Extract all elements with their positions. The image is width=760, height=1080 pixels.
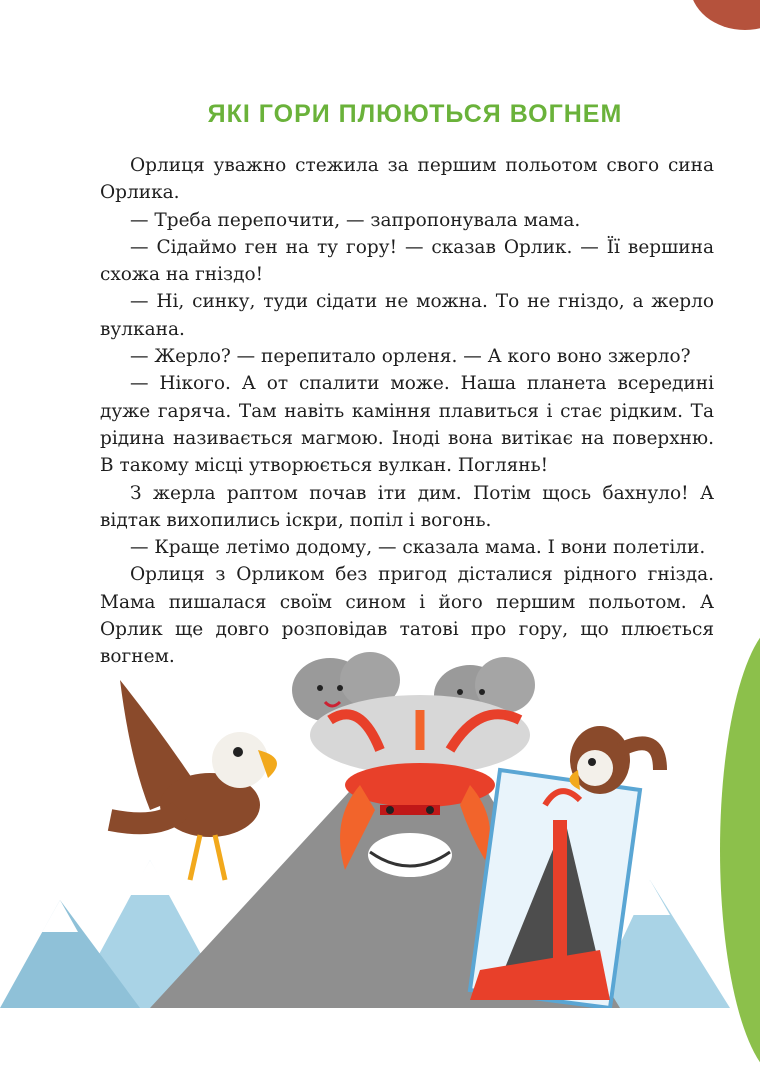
paragraph: — Жерло? — перепитало орленя. — А кого воно зжерло?	[130, 346, 691, 368]
paragraph: — Краще летімо додому, — сказала мама. І вони полетіли.	[130, 537, 706, 559]
paragraph: Орлиця з Орликом без пригод дісталися рідного гнізда. Мама пишалася своїм сином і його першим польотом. А Орлик ще довго розповідав татові про гору, що плюється вогнем.	[100, 564, 714, 668]
mother-eagle	[110, 680, 277, 880]
paragraph: — Нікого. А от спалити може. Наша планета всередині дуже гаряча. Там навіть каміння плавиться і стає рідким. Та рідина називається магмою. Іноді вона витікає на поверхню. В такому місці утворюється вулкан. Поглянь!	[100, 373, 714, 477]
paragraph: — Сідаймо ген на ту гору! — сказав Орлик. — Її вершина схожа на гніздо!	[100, 236, 714, 286]
paragraph: З жерла раптом почав іти дим. Потім щось бахнуло! А відтак вихопились іскри, попіл і вогонь.	[100, 482, 714, 531]
baby-eagle	[569, 726, 660, 794]
paragraph: Орлиця уважно стежила за першим польотом свого сина Орлика.	[100, 155, 714, 204]
paragraph: — Ні, синку, туди сідати не можна. То не гніздо, а жерло вулкана.	[100, 291, 714, 340]
volcano-diagram-poster	[470, 770, 640, 1008]
page-title: ЯКІ ГОРИ ПЛЮЮТЬСЯ ВОГНЕМ	[207, 100, 623, 128]
story-text	[100, 152, 714, 671]
volcano-illustration	[0, 640, 760, 1008]
corner-decoration	[690, 0, 760, 30]
paragraph: — Треба перепочити, — запропонувала мама.	[130, 209, 581, 231]
